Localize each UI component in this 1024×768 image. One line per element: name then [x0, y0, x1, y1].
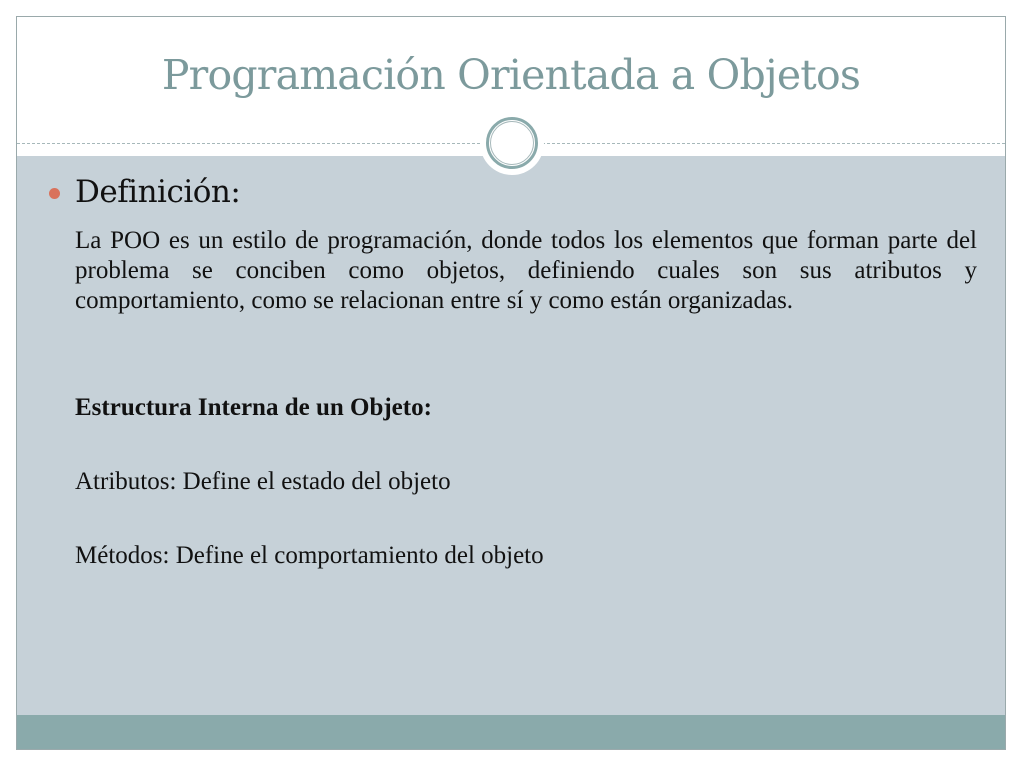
- slide: [16, 16, 1006, 750]
- bullet-dot-icon: [49, 188, 60, 199]
- structure-heading: Estructura Interna de un Objeto:: [75, 394, 432, 421]
- methods-line: Métodos: Define el comportamiento del objeto: [75, 542, 544, 569]
- definition-paragraph: La POO es un estilo de programación, donde todos los elementos que forman parte del problema se conciben como objetos, definiendo cuales son sus atributos y comportamiento, como se relacionan entre sí y como están organizadas.: [75, 227, 977, 314]
- slide-title: Programación Orientada a Objetos: [161, 51, 861, 99]
- bullet-definition: [49, 174, 241, 210]
- circle-ornament-inner-ring: [490, 121, 534, 165]
- footer-bar: [17, 715, 1005, 749]
- attributes-line: Atributos: Define el estado del objeto: [75, 468, 451, 495]
- bullet-heading: Definición:: [75, 174, 241, 210]
- circle-ornament-icon: [480, 111, 544, 175]
